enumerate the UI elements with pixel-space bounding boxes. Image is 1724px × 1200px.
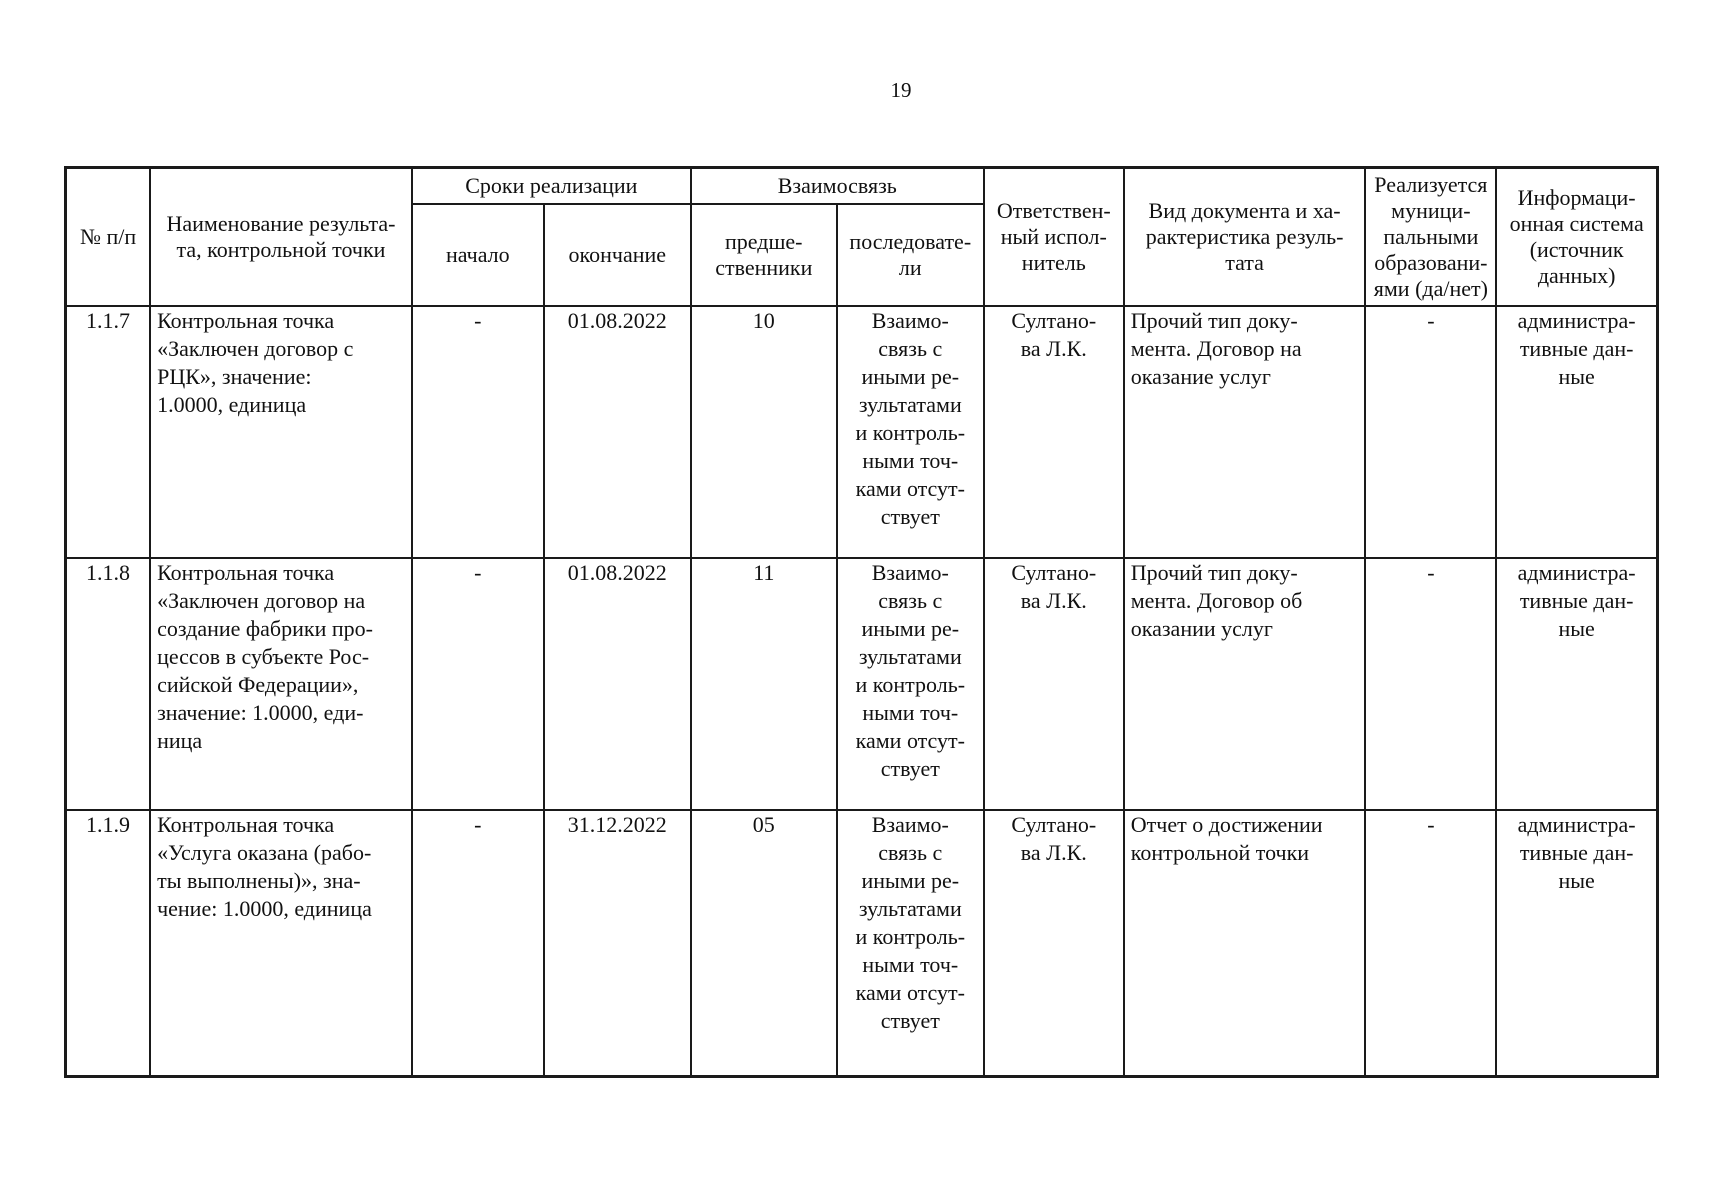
table-row bbox=[66, 810, 1658, 1077]
results-table bbox=[64, 166, 1659, 1078]
table-header bbox=[66, 168, 1658, 307]
cell-responsible: Султано- ва Л.К. bbox=[984, 306, 1124, 558]
table-row bbox=[66, 558, 1658, 810]
header-relation-group: Взаимосвязь bbox=[691, 168, 984, 205]
cell-successors: Взаимо- связь с иными ре- зультатами и контроль- ными точ- ками отсут- ствует bbox=[837, 558, 984, 810]
cell-responsible: Султано- ва Л.К. bbox=[984, 810, 1124, 1077]
cell-successors: Взаимо- связь с иными ре- зультатами и контроль- ными точ- ками отсут- ствует bbox=[837, 306, 984, 558]
cell-name: Контрольная точка «Услуга оказана (рабо- ты выполнены)», зна- чение: 1.0000, единица bbox=[150, 810, 412, 1077]
cell-doc-type: Прочий тип доку- мента. Договор об оказании услуг bbox=[1124, 558, 1366, 810]
header-responsible: Ответствен- ный испол- нитель bbox=[984, 168, 1124, 307]
cell-info-system: администра- тивные дан- ные bbox=[1496, 810, 1657, 1077]
header-terms-group: Сроки реализации bbox=[412, 168, 691, 205]
cell-num: 1.1.8 bbox=[66, 558, 151, 810]
cell-responsible: Султано- ва Л.К. bbox=[984, 558, 1124, 810]
cell-end: 31.12.2022 bbox=[544, 810, 691, 1077]
cell-end: 01.08.2022 bbox=[544, 306, 691, 558]
cell-info-system: администра- тивные дан- ные bbox=[1496, 306, 1657, 558]
header-successors: последовате- ли bbox=[837, 204, 984, 306]
cell-doc-type: Прочий тип доку- мента. Договор на оказание услуг bbox=[1124, 306, 1366, 558]
header-end: окончание bbox=[544, 204, 691, 306]
table-row bbox=[66, 306, 1658, 558]
cell-info-system: администра- тивные дан- ные bbox=[1496, 558, 1657, 810]
header-num: № п/п bbox=[66, 168, 151, 307]
cell-start: - bbox=[412, 810, 544, 1077]
cell-municipal: - bbox=[1365, 810, 1496, 1077]
header-info-system: Информаци- онная система (источник данных) bbox=[1496, 168, 1657, 307]
cell-start: - bbox=[412, 306, 544, 558]
cell-predecessors: 10 bbox=[691, 306, 837, 558]
header-name: Наименование результа- та, контрольной точки bbox=[150, 168, 412, 307]
header-start: начало bbox=[412, 204, 544, 306]
header-municipal: Реализуется муници- пальными образовани- ями (да/нет) bbox=[1365, 168, 1496, 307]
page-number: 19 bbox=[890, 78, 912, 102]
cell-municipal: - bbox=[1365, 306, 1496, 558]
cell-num: 1.1.7 bbox=[66, 306, 151, 558]
cell-doc-type: Отчет о достижении контрольной точки bbox=[1124, 810, 1366, 1077]
cell-successors: Взаимо- связь с иными ре- зультатами и контроль- ными точ- ками отсут- ствует bbox=[837, 810, 984, 1077]
cell-name: Контрольная точка «Заключен договор с РЦК», значение: 1.0000, единица bbox=[150, 306, 412, 558]
header-doc-type: Вид документа и ха- рактеристика резуль- тата bbox=[1124, 168, 1366, 307]
cell-predecessors: 11 bbox=[691, 558, 837, 810]
cell-start: - bbox=[412, 558, 544, 810]
cell-municipal: - bbox=[1365, 558, 1496, 810]
cell-end: 01.08.2022 bbox=[544, 558, 691, 810]
cell-name: Контрольная точка «Заключен договор на создание фабрики про- цессов в субъекте Рос- сийской Федерации», значение: 1.0000, еди- ница bbox=[150, 558, 412, 810]
cell-predecessors: 05 bbox=[691, 810, 837, 1077]
header-predecessors: предше- ственники bbox=[691, 204, 837, 306]
cell-num: 1.1.9 bbox=[66, 810, 151, 1077]
